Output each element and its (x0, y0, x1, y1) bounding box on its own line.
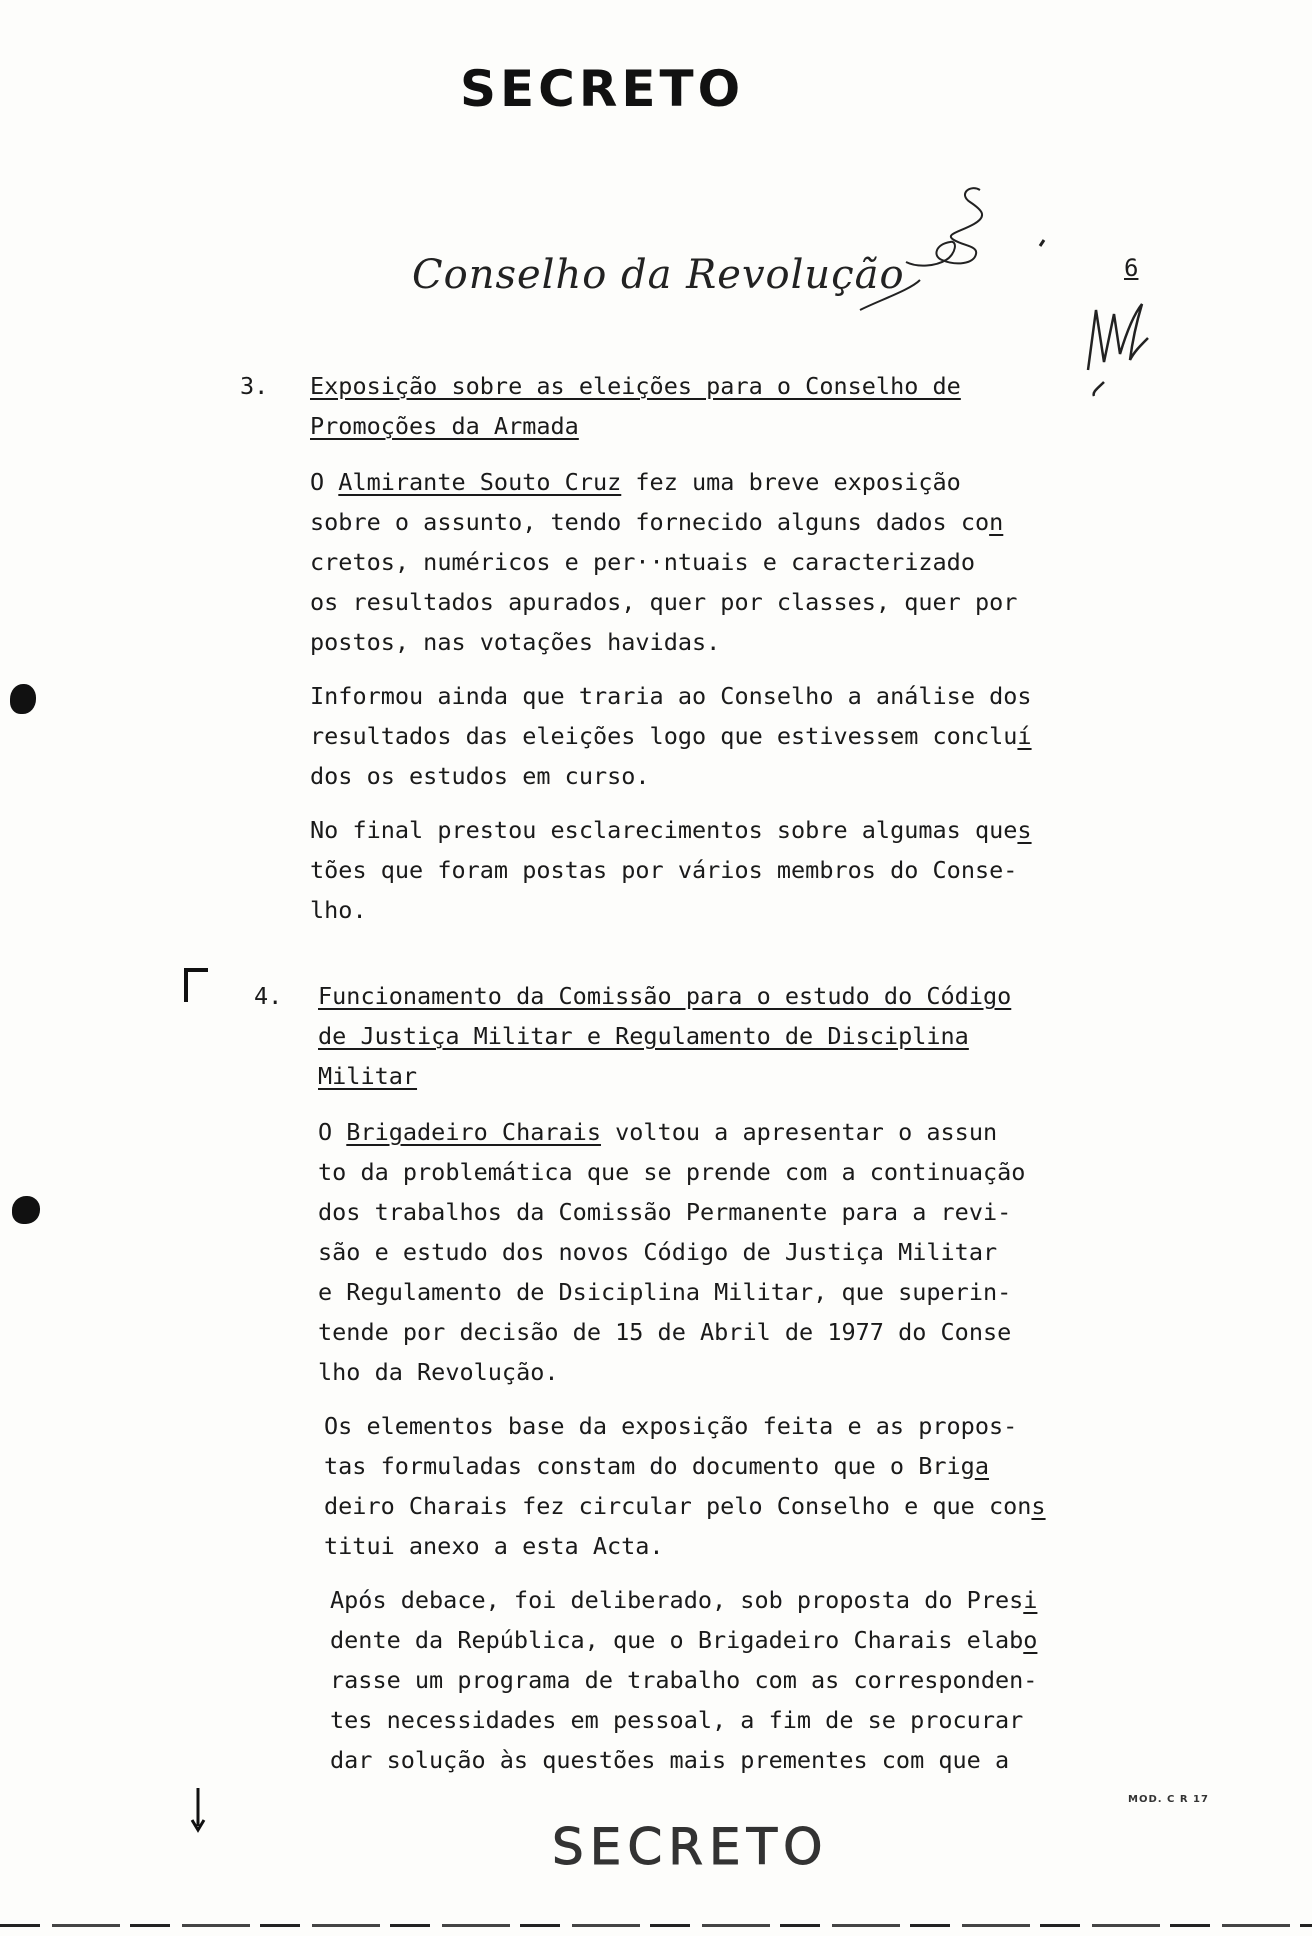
scan-bottom-edge (0, 1924, 1312, 1927)
form-code: MOD. C R 17 (1128, 1794, 1209, 1805)
text-line: dos os estudos em curso. (310, 762, 650, 790)
page-number: 6 (1124, 254, 1139, 282)
text-line: lho da Revolução. (318, 1358, 559, 1386)
handwritten-signature (840, 180, 1060, 330)
text-line: resultados das eleições logo que estivessem concluí (310, 722, 1032, 750)
text-line: postos, nas votações havidas. (310, 628, 721, 656)
text-line: e Regulamento de Dsiciplina Militar, que superin- (318, 1278, 1012, 1306)
text-line: O Brigadeiro Charais voltou a apresentar o assun (318, 1118, 998, 1146)
paragraph (310, 676, 1140, 796)
text-line: rasse um programa de trabalho com as corresponden- (330, 1666, 1038, 1694)
text-line: Os elementos base da exposição feita e as propos- (324, 1412, 1018, 1440)
classification-stamp-bottom: SECRETO (552, 1818, 829, 1876)
section-3 (240, 366, 1140, 946)
text-line: Informou ainda que traria ao Conselho a análise dos (310, 682, 1032, 710)
text-line: cretos, numéricos e per··ntuais e caracterizado (310, 548, 975, 576)
letterhead: Conselho da Revolução (412, 252, 905, 298)
section-4 (240, 976, 1140, 1796)
paragraph (310, 810, 1140, 930)
section-title (310, 366, 1140, 446)
text-line: tende por decisão de 15 de Abril de 1977 do Conse (318, 1318, 1012, 1346)
paragraph (310, 462, 1140, 662)
binder-hole-punch (10, 684, 36, 714)
paragraph (324, 1406, 1154, 1566)
text-line: O Almirante Souto Cruz fez uma breve exposição (310, 468, 961, 496)
text-line: No final prestou esclarecimentos sobre algumas ques (310, 816, 1032, 844)
text-line: tas formuladas constam do documento que o Briga (324, 1452, 989, 1480)
paragraph (330, 1580, 1160, 1780)
classification-stamp-top: SECRETO (460, 60, 745, 118)
section-title-line: Promoções da Armada (310, 412, 579, 440)
section-number: 4. (254, 982, 283, 1010)
text-line: dos trabalhos da Comissão Permanente para a revi- (318, 1198, 1012, 1226)
text-line: são e estudo dos novos Código de Justiça Militar (318, 1238, 998, 1266)
text-line: dente da República, que o Brigadeiro Charais elabo (330, 1626, 1038, 1654)
text-line: Após debace, foi deliberado, sob proposta do Presi (330, 1586, 1038, 1614)
text-line: os resultados apurados, quer por classes, quer por (310, 588, 1018, 616)
text-line: to da problemática que se prende com a continuação (318, 1158, 1026, 1186)
text-line: lho. (310, 896, 367, 924)
text-line: deiro Charais fez circular pelo Conselho e que cons (324, 1492, 1046, 1520)
paragraph (318, 1112, 1148, 1392)
text-line: titui anexo a esta Acta. (324, 1532, 664, 1560)
text-line: tes necessidades em pessoal, a fim de se procurar (330, 1706, 1024, 1734)
section-title-line: Militar (318, 1062, 418, 1090)
section-title-line: de Justiça Militar e Regulamento de Disciplina (318, 1022, 969, 1050)
section-number: 3. (240, 372, 269, 400)
section-title-line: Exposição sobre as eleições para o Conselho de (310, 372, 961, 400)
margin-bracket-mark (182, 966, 212, 1006)
section-title (318, 976, 1148, 1096)
text-line: tões que foram postas por vários membros do Conse- (310, 856, 1018, 884)
margin-arrow-mark (188, 1786, 208, 1836)
binder-hole-punch (12, 1196, 40, 1224)
text-line: dar solução às questões mais prementes com que a (330, 1746, 1010, 1774)
text-line: sobre o assunto, tendo fornecido alguns dados con (310, 508, 1004, 536)
section-title-line: Funcionamento da Comissão para o estudo do Código (318, 982, 1012, 1010)
